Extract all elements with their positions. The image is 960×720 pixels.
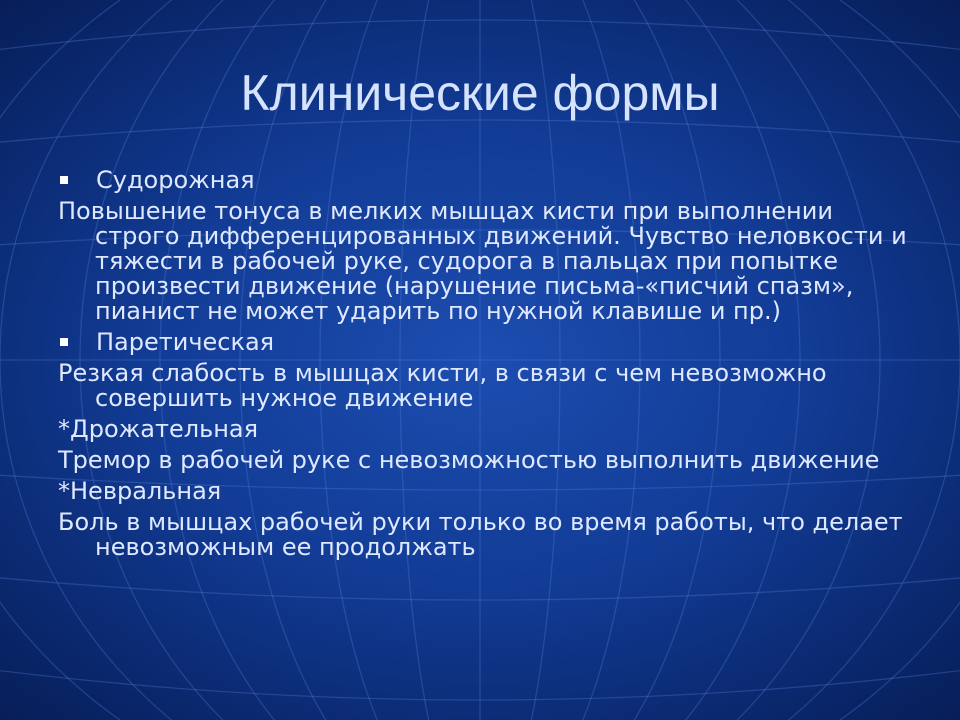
bullet-item xyxy=(58,330,918,355)
paragraph: Резкая слабость в мышцах кисти, в связи с чем невозможно совершить нужное движение xyxy=(58,359,827,412)
paragraph: Тремор в рабочей руке с невозможностью выполнить движение xyxy=(58,446,880,474)
paragraph: Боль в мышцах рабочей руки только во время работы, что делает невозможным ее продолжать xyxy=(58,508,903,561)
paragraph: *Невральная xyxy=(58,477,222,505)
square-bullet-icon xyxy=(60,338,68,346)
bullet-item xyxy=(58,168,918,193)
square-bullet-icon xyxy=(60,176,68,184)
slide-title: Клинические формы xyxy=(240,65,720,121)
bullet-text: Судорожная xyxy=(96,166,255,194)
paragraph: *Дрожательная xyxy=(58,415,259,443)
slide-content xyxy=(58,168,918,566)
bullet-text: Паретическая xyxy=(96,328,275,356)
paragraph: Повышение тонуса в мелких мышцах кисти при выполнении строго дифференцированных движений. Чувство неловкости и тяжести в рабочей руке, судорога в пальцах при попытке произвести движение (нарушение письма-«писчий спазм», пианист не может ударить по нужной клавише и пр.) xyxy=(58,197,907,325)
